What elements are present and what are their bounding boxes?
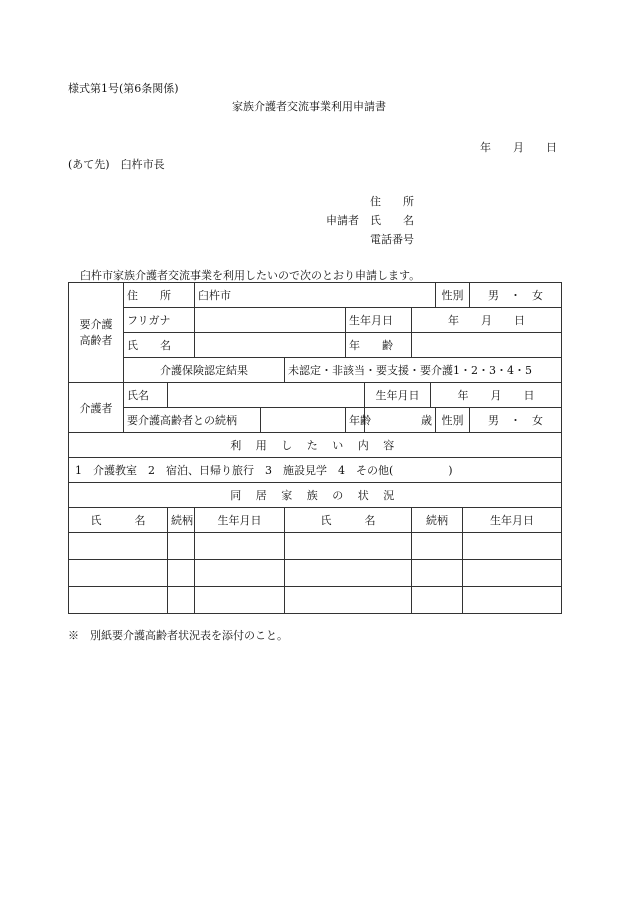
applicant-label: 申請者 xyxy=(326,214,359,227)
family-cell[interactable] xyxy=(463,587,562,614)
family-col-name-2: 氏 名 xyxy=(285,508,412,533)
elderly-age-label: 年 齢 xyxy=(346,333,412,358)
family-cell[interactable] xyxy=(168,587,195,614)
caregiver-birthdate-value[interactable]: 年 月 日 xyxy=(431,383,562,408)
elderly-address-value[interactable]: 臼杵市 xyxy=(195,283,436,308)
family-cell[interactable] xyxy=(195,533,285,560)
caregiver-name-value[interactable] xyxy=(168,383,365,408)
family-cell[interactable] xyxy=(195,587,285,614)
form-number: 様式第1号(第6条関係) xyxy=(68,82,179,95)
caregiver-name-label: 氏名 xyxy=(124,383,168,408)
family-cell[interactable] xyxy=(285,533,412,560)
usage-options[interactable]: 1 介護教室 2 宿泊、日帰り旅行 3 施設見学 4 その他( ) xyxy=(69,458,562,483)
caregiver-relation-value[interactable] xyxy=(261,408,346,433)
family-cell[interactable] xyxy=(412,560,463,587)
caregiver-relation-label: 要介護高齢者との続柄 xyxy=(124,408,261,433)
elderly-address-label: 住 所 xyxy=(124,283,195,308)
caregiver-sex-label: 性別 xyxy=(436,408,470,433)
elderly-birthdate-label: 生年月日 xyxy=(346,308,412,333)
family-col-relation-1: 続柄 xyxy=(168,508,195,533)
family-cell[interactable] xyxy=(285,587,412,614)
family-col-name-1: 氏 名 xyxy=(69,508,168,533)
applicant-address-label: 住 所 xyxy=(370,195,414,208)
elderly-sex-options[interactable]: 男 ・ 女 xyxy=(470,283,562,308)
intro-text: 臼杵市家族介護者交流事業を利用したいので次のとおり申請します。 xyxy=(80,269,421,282)
family-col-birthdate-2: 生年月日 xyxy=(463,508,562,533)
caregiver-section-label: 介護者 xyxy=(69,383,124,433)
elderly-section-label: 要介護 高齢者 xyxy=(69,283,124,383)
family-cell[interactable] xyxy=(195,560,285,587)
date-line: 年 月 日 xyxy=(480,141,557,154)
caregiver-age-unit[interactable]: 歳 xyxy=(365,408,436,433)
elderly-birthdate-value[interactable]: 年 月 日 xyxy=(412,308,562,333)
applicant-name-label: 氏 名 xyxy=(370,214,414,227)
elderly-age-value[interactable] xyxy=(412,333,562,358)
family-cell[interactable] xyxy=(463,560,562,587)
applicant-phone-label: 電話番号 xyxy=(370,233,414,246)
footnote: ※ 別紙要介護高齢者状況表を添付のこと。 xyxy=(68,629,288,642)
care-certification-options[interactable]: 未認定・非該当・要支援・要介護1・2・3・4・5 xyxy=(285,358,562,383)
document-title: 家族介護者交流事業利用申請書 xyxy=(232,100,386,113)
elderly-sex-label: 性別 xyxy=(436,283,470,308)
elderly-name-label: 氏 名 xyxy=(124,333,195,358)
family-cell[interactable] xyxy=(412,533,463,560)
family-cell[interactable] xyxy=(285,560,412,587)
family-cell[interactable] xyxy=(69,560,168,587)
care-certification-label: 介護保険認定結果 xyxy=(124,358,285,383)
family-cell[interactable] xyxy=(412,587,463,614)
family-cell[interactable] xyxy=(463,533,562,560)
family-cell[interactable] xyxy=(168,560,195,587)
elderly-name-value[interactable] xyxy=(195,333,346,358)
caregiver-birthdate-label: 生年月日 xyxy=(365,383,431,408)
family-header: 同 居 家 族 の 状 況 xyxy=(69,483,562,508)
addressee: (あて先) 臼杵市長 xyxy=(68,158,165,171)
caregiver-age-label: 年齢 xyxy=(346,408,365,433)
family-cell[interactable] xyxy=(168,533,195,560)
usage-header: 利 用 し た い 内 容 xyxy=(69,433,562,458)
caregiver-sex-options[interactable]: 男 ・ 女 xyxy=(470,408,562,433)
family-col-relation-2: 続柄 xyxy=(412,508,463,533)
family-cell[interactable] xyxy=(69,533,168,560)
elderly-furigana-value[interactable] xyxy=(195,308,346,333)
family-col-birthdate-1: 生年月日 xyxy=(195,508,285,533)
family-cell[interactable] xyxy=(69,587,168,614)
application-form-table xyxy=(68,282,562,614)
elderly-furigana-label: フリガナ xyxy=(124,308,195,333)
